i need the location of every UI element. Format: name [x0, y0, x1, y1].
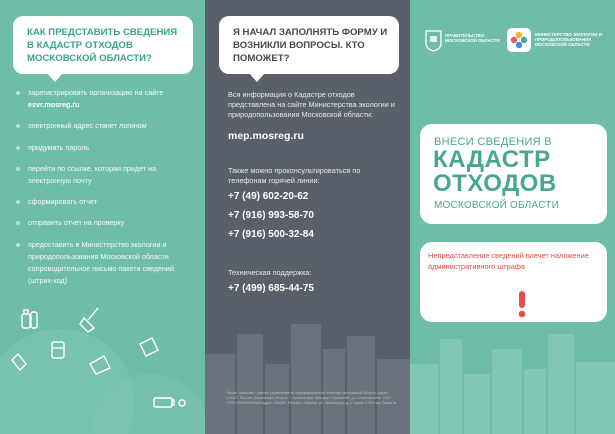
step-item: отправить отчет на проверку — [14, 217, 194, 229]
info-text: Вся информация о Кадастре отходов представлена на сайте Министерства экологии и природопользования Московской области: — [228, 90, 395, 119]
crest-icon — [425, 30, 442, 52]
question-bubble-how — [13, 16, 193, 74]
broom-icon — [80, 308, 98, 332]
step-item: предоставить в Министерство экологии и природопользования Московской области сопроводительное письмо пакета сведений (штрих-код) — [14, 239, 194, 288]
phone-number-1[interactable]: +7 (49) 602-20-62 — [228, 191, 309, 202]
title-line-1: ВНЕСИ СВЕДЕНИЯ В — [434, 136, 552, 148]
esvr-link[interactable]: esvr.mosreg.ru — [28, 100, 80, 110]
question-how-heading: КАК ПРЕДСТАВИТЬ СВЕДЕНИЯ В КАДАСТР ОТХОДОВ МОСКОВСКОЙ ОБЛАСТИ? — [27, 27, 178, 64]
hotline-text: Также можно проконсультироваться по телефонам горячей линии: — [228, 166, 361, 185]
waste-icons-decoration — [0, 294, 205, 434]
city-skyline-decoration — [205, 314, 410, 434]
warning-text: Непредставление сведений влечет наложение административного штрафа — [428, 251, 589, 271]
flower-logo-icon — [507, 28, 531, 52]
title-line-4: МОСКОВСКОЙ ОБЛАСТИ — [434, 200, 559, 211]
left-panel — [0, 0, 205, 434]
title-card — [420, 124, 607, 224]
ministry-site-link[interactable]: mep.mosreg.ru — [228, 130, 304, 142]
step-item: придумать пароль — [14, 142, 194, 154]
bottle-icon — [22, 310, 37, 328]
right-panel — [410, 0, 615, 434]
ministry-logo-text: МИНИСТЕРСТВО ЭКОЛОГИИ И ПРИРОДОПОЛЬЗОВАНИЯ МОСКОВСКОЙ ОБЛАСТИ — [535, 32, 602, 48]
support-phone[interactable]: +7 (499) 685-44-75 — [228, 283, 314, 294]
phone-number-3[interactable]: +7 (916) 500-32-84 — [228, 229, 314, 240]
question-bubble-help — [219, 16, 399, 74]
step-item: перейти по ссылке, которая придет на электронную почту — [14, 163, 194, 187]
step-item: сформировать отчет — [14, 196, 194, 208]
phone-number-2[interactable]: +7 (916) 993-58-70 — [228, 210, 314, 221]
support-label: Техническая поддержка: — [228, 268, 312, 277]
middle-panel — [205, 0, 410, 434]
logos-row — [420, 28, 610, 68]
warning-card — [420, 242, 607, 322]
title-line-3: ОТХОДОВ — [433, 170, 557, 197]
government-logo-text: ПРАВИТЕЛЬСТВО МОСКОВСКОЙ ОБЛАСТИ — [445, 33, 500, 44]
exclamation-icon — [512, 290, 532, 318]
step-item: электронный адрес станет логином — [14, 120, 194, 132]
steps-list — [14, 87, 194, 296]
print-credits: Тираж: Заказчик: Главное управление по информационной политике Московской области Адрес: 143407, Россия, Московская область, г. Красногорск, бульвар Строителей, д. 1 Изготовитель: ООО ОГРН 000000000000 Адрес: 000000, Россия, г. Москва, ул. Примерная, д. 1 Тираж: 0 000 экз. Заказ № — [226, 391, 397, 405]
box-icon — [140, 338, 158, 356]
city-skyline-decoration — [410, 324, 615, 434]
title-line-2: КАДАСТР — [433, 146, 551, 173]
question-help-heading: Я НАЧАЛ ЗАПОЛНЯТЬ ФОРМУ И ВОЗНИКЛИ ВОПРОСЫ. КТО ПОМОЖЕТ? — [233, 27, 388, 64]
step-item: зарегистрировать организацию на сайте esvr.mosreg.ru — [14, 87, 194, 111]
